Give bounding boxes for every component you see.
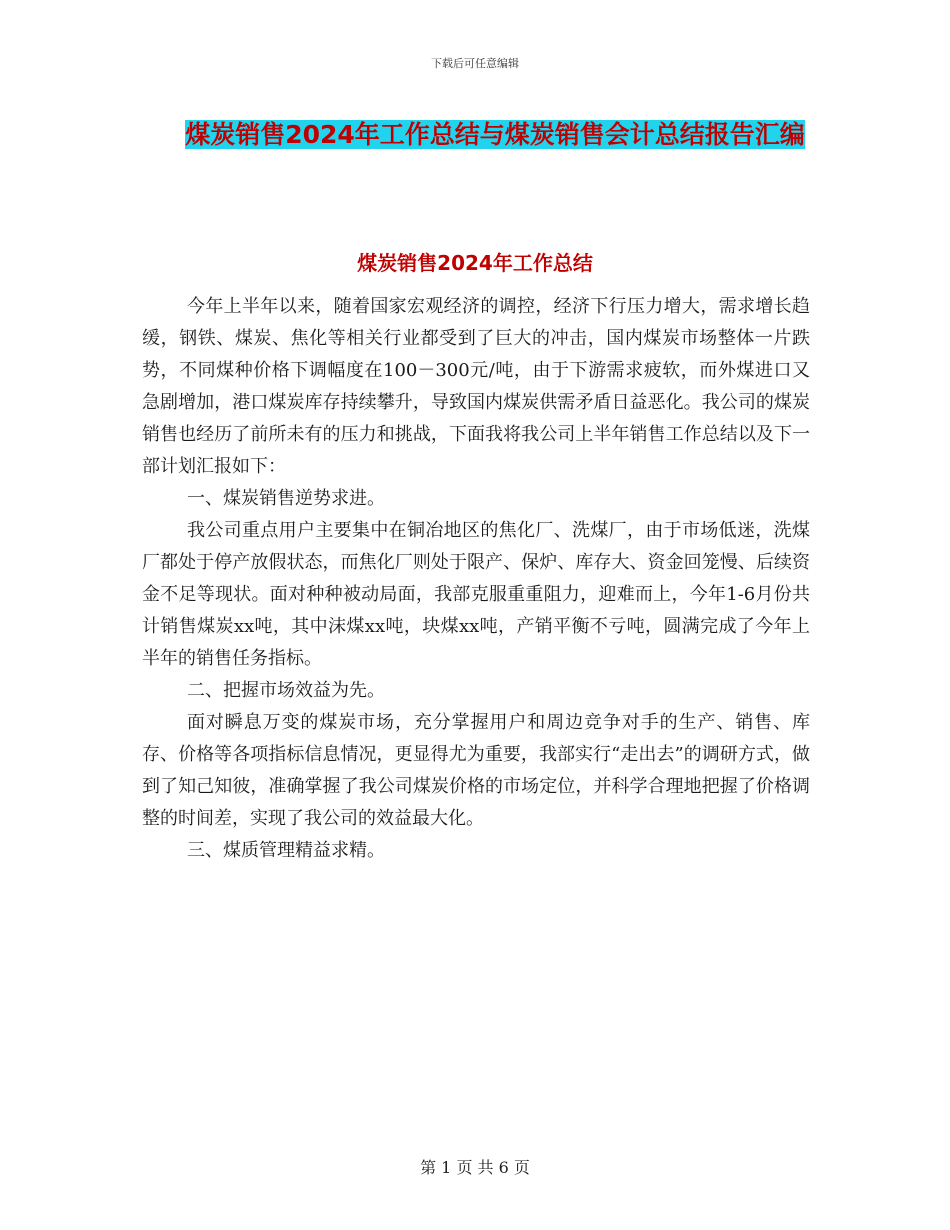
page-header-note: 下载后可任意编辑 xyxy=(431,57,519,70)
page-number: 第 1 页 共 6 页 xyxy=(420,1158,530,1177)
paragraph: 我公司重点用户主要集中在铜冶地区的焦化厂、洗煤厂，由于市场低迷，洗煤厂都处于停产放假状态，而焦化厂则处于限产、保炉、库存大、资金回笼慢、后续资金不足等现状。面对种种被动局面，我部克服重重阻力，迎难而上，今年1-6月份共计销售煤炭xx吨，其中沫煤xx吨，块煤xx吨，产销平衡不亏吨，圆满完成了今年上半年的销售任务指标。 xyxy=(142,520,810,669)
document-title-text: 煤炭销售2024年工作总结与煤炭销售会计总结报告汇编 xyxy=(185,120,805,149)
paragraph: 今年上半年以来，随着国家宏观经济的调控，经济下行压力增大，需求增长趋缓，钢铁、煤炭、焦化等相关行业都受到了巨大的冲击，国内煤炭市场整体一片跌势，不同煤种价格下调幅度在100－300元/吨，由于下游需求疲软，而外煤进口又急剧增加，港口煤炭库存持续攀升，导致国内煤炭供需矛盾日益恶化。我公司的煤炭销售也经历了前所未有的压力和挑战，下面我将我公司上半年销售工作总结以及下一部计划汇报如下： xyxy=(142,296,810,477)
section-title: 煤炭销售2024年工作总结 xyxy=(357,251,593,275)
document-body xyxy=(142,291,810,867)
paragraph: 三、煤质管理精益求精。 xyxy=(187,840,385,861)
paragraph: 二、把握市场效益为先。 xyxy=(187,680,385,701)
paragraph: 面对瞬息万变的煤炭市场，充分掌握用户和周边竞争对手的生产、销售、库存、价格等各项指标信息情况，更显得尤为重要，我部实行“走出去”的调研方式，做到了知己知彼，准确掌握了我公司煤炭价格的市场定位，并科学合理地把握了价格调整的时间差，实现了我公司的效益最大化。 xyxy=(142,712,810,829)
document-title xyxy=(150,112,840,157)
paragraph: 一、煤炭销售逆势求进。 xyxy=(187,488,385,509)
